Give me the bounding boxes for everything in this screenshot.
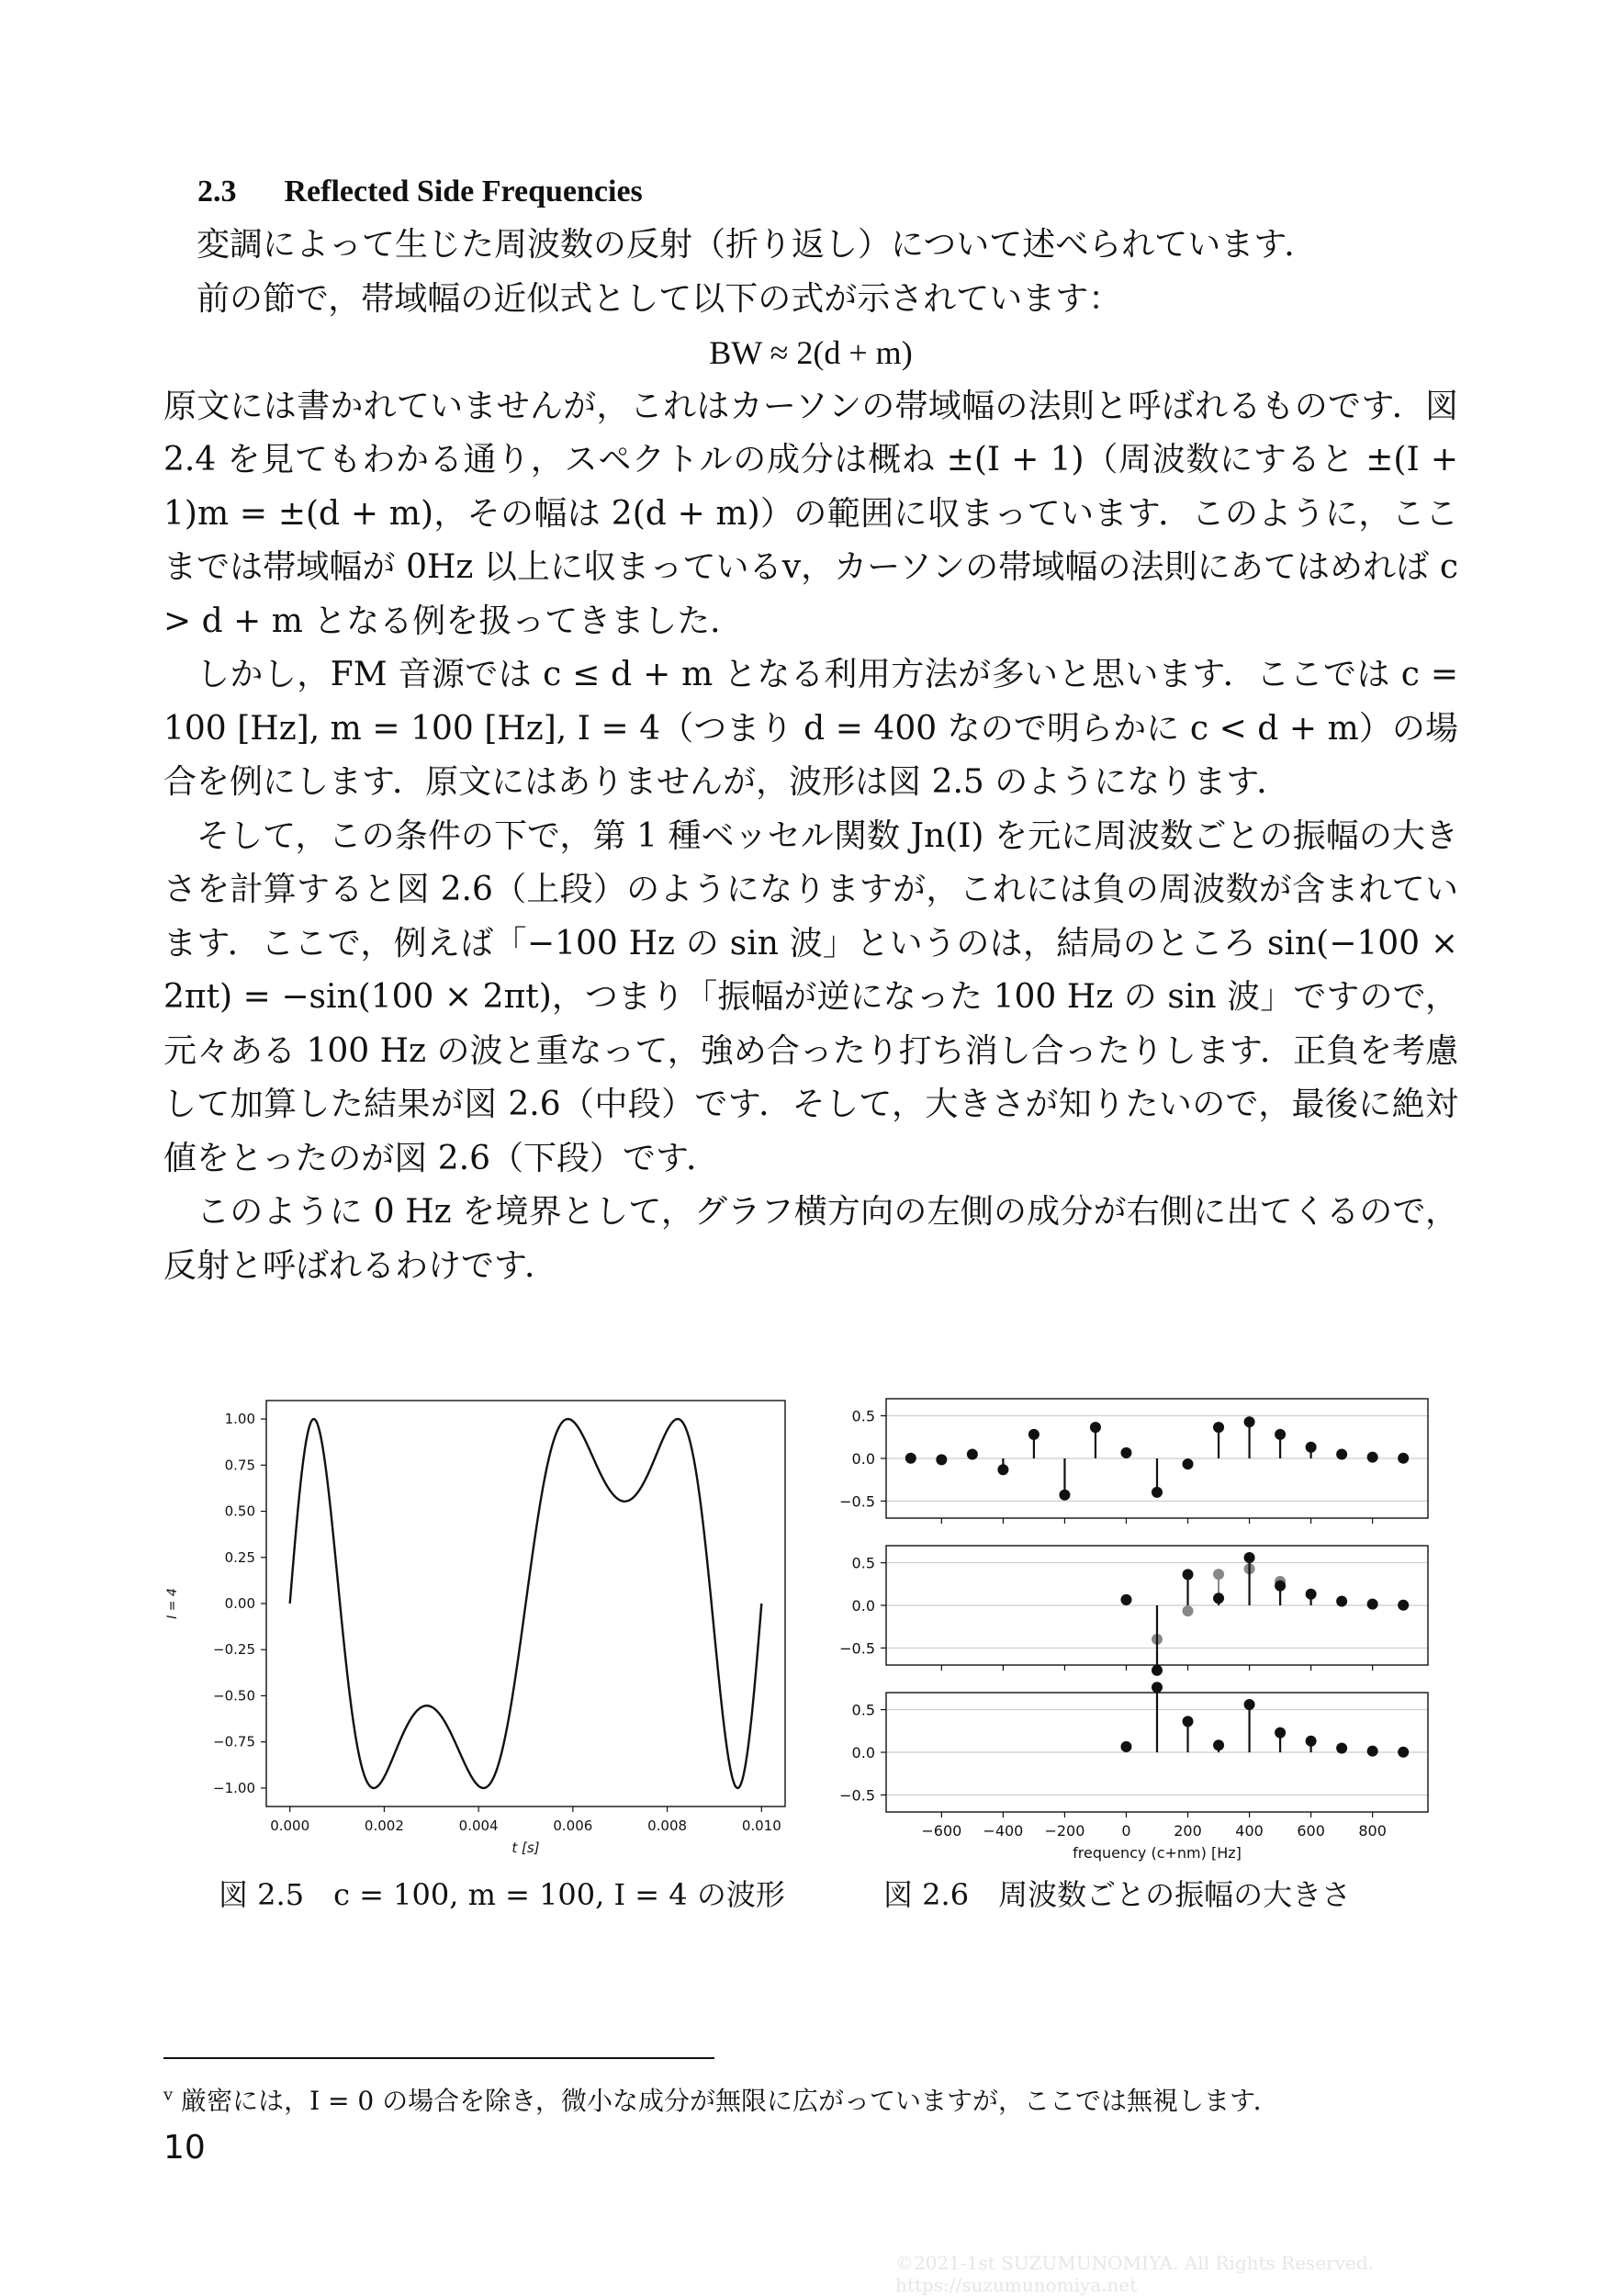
stem-marker	[1275, 1728, 1286, 1739]
y-tick-label: 0.75	[224, 1457, 255, 1474]
stem-marker	[1213, 1593, 1224, 1604]
figure-2-6-caption: 図 2.6 周波数ごとの振幅の大きさ	[883, 1877, 1352, 1912]
paragraph-3: 原文には書かれていませんが，これはカーソンの帯域幅の法則と呼ばれるものです．図 2.4 を見てもわかる通り，スペクトルの成分は概ね ±(I + 1)（周波数にすると ±(I + 1)m = ±(d + m)，その幅は 2(d + m)）の範囲に収まっています．このように，ここまでは帯域幅が 0Hz 以上に収まっているv，カーソンの帯域幅の法則にあてはめれば c > d + m となる例を扱ってきました．	[163, 387, 1458, 640]
y-tick-label: −1.00	[213, 1779, 255, 1796]
paragraph-2: 前の節で，帯域幅の近似式として以下の式が示されています：	[197, 279, 1122, 318]
stem-marker	[1275, 1429, 1286, 1440]
figure-2-5-caption: 図 2.5 c = 100, m = 100, I = 4 の波形	[219, 1877, 785, 1912]
stem-marker	[1275, 1581, 1286, 1592]
x-axis-label: frequency (c+nm) [Hz]	[1073, 1844, 1242, 1862]
stem-marker	[1398, 1453, 1409, 1464]
stem-panel-absolute	[839, 1682, 1428, 1818]
body-text	[163, 219, 1458, 1293]
x-tick-label: −400	[983, 1822, 1024, 1840]
stem-marker	[1120, 1741, 1131, 1752]
footnote-rule	[163, 2057, 714, 2059]
x-tick-label: 0.002	[364, 1818, 404, 1834]
y-tick-label: 0.0	[851, 1744, 875, 1761]
stem-marker	[1367, 1599, 1378, 1610]
x-tick-label: 800	[1358, 1822, 1387, 1840]
stem-marker	[1336, 1448, 1347, 1459]
equation-bandwidth: BW ≈ 2(d + m)	[709, 334, 913, 371]
x-tick-label: 0.008	[647, 1818, 688, 1834]
paragraph-4: しかし，FM 音源では c ≤ d + m となる利用方法が多いと思います．ここでは c = 100 [Hz], m = 100 [Hz], I = 4（つまり d = 400 なので明らかに c < d + m）の場合を例にします．原文にはありませんが，波形は図 2.5 のようになります．	[163, 656, 1458, 801]
x-tick-label: 0	[1121, 1822, 1131, 1840]
stem-marker	[1152, 1665, 1163, 1676]
stem-marker	[1306, 1442, 1317, 1453]
y-tick-label: 0.5	[851, 1701, 875, 1719]
x-tick-label: 0.000	[270, 1818, 310, 1834]
stem-marker	[1336, 1742, 1347, 1753]
stem-marker	[1244, 1699, 1255, 1710]
y-tick-label: 0.50	[224, 1503, 255, 1520]
x-tick-label: 0.006	[553, 1818, 593, 1834]
y-tick-label: 0.5	[851, 1554, 875, 1572]
stem-marker	[1183, 1716, 1194, 1727]
x-tick-label: 0.004	[458, 1818, 499, 1834]
y-tick-label: 0.0	[851, 1450, 875, 1468]
stem-marker	[936, 1454, 947, 1465]
stem-marker	[1367, 1452, 1378, 1463]
stem-marker	[905, 1453, 916, 1464]
y-tick-label: 1.00	[224, 1411, 255, 1428]
figure-2-5-waveform	[156, 1382, 799, 1860]
stem-marker	[1336, 1595, 1347, 1606]
y-tick-label: −0.50	[213, 1687, 255, 1705]
stem-marker	[1183, 1458, 1194, 1469]
stem-marker	[997, 1464, 1008, 1475]
stem-marker	[1398, 1600, 1409, 1611]
section-number: 2.3	[197, 174, 237, 208]
stem-marker	[1306, 1736, 1317, 1747]
stem-marker-original	[1183, 1605, 1194, 1616]
x-tick-label: 0.010	[741, 1818, 781, 1834]
stem-marker	[1306, 1589, 1317, 1600]
stem-marker	[1120, 1447, 1131, 1458]
stem-marker	[1183, 1569, 1194, 1580]
copyright-notice: ©2021-1st SUZUMUNOMIYA. All Rights Reserved. https://suzumunomiya.net	[895, 2252, 1375, 2296]
stem-panel-signed	[839, 1399, 1428, 1524]
stem-marker	[1367, 1746, 1378, 1757]
x-tick-label: 200	[1174, 1822, 1202, 1840]
footnote	[163, 2081, 1279, 2118]
y-tick-label: −0.5	[839, 1786, 875, 1805]
x-axis-label: t [s]	[511, 1840, 540, 1856]
stem-marker	[967, 1448, 978, 1459]
stem-marker	[1059, 1490, 1070, 1501]
stem-marker-original	[1213, 1569, 1224, 1580]
stem-marker	[1244, 1416, 1255, 1427]
y-tick-label: 0.0	[851, 1597, 875, 1615]
paragraph-6: このように 0 Hz を境界として，グラフ横方向の左側の成分が右側に出てくるので，反射と呼ばれるわけです．	[163, 1193, 1458, 1285]
footnote-mark: v	[163, 2085, 174, 2105]
stem-marker	[1398, 1747, 1409, 1758]
stem-marker	[1213, 1739, 1224, 1750]
x-tick-label: −200	[1044, 1822, 1085, 1840]
y-tick-label: 0.00	[224, 1595, 255, 1612]
page-number: 10	[163, 2129, 206, 2167]
stem-marker	[1090, 1422, 1101, 1433]
section-title: Reflected Side Frequencies	[284, 174, 643, 208]
waveform-line	[290, 1419, 762, 1788]
y-tick-label: 0.5	[851, 1407, 875, 1425]
stem-marker	[1120, 1594, 1131, 1605]
stem-marker	[1213, 1422, 1224, 1433]
stem-marker	[1244, 1552, 1255, 1563]
paragraph-1: 変調によって生じた周波数の反射（折り返し）について述べられています．	[197, 226, 1318, 264]
section-heading	[197, 174, 643, 209]
y-tick-label: −0.25	[213, 1641, 255, 1659]
stem-marker	[1152, 1487, 1163, 1498]
y-tick-label: −0.5	[839, 1639, 875, 1658]
y-tick-label: −0.75	[213, 1733, 255, 1750]
stem-marker	[1152, 1682, 1163, 1693]
footnote-text: 厳密には，I = 0 の場合を除き，微小な成分が無限に広がっていますが，ここでは無視します．	[181, 2086, 1279, 2116]
figure-2-6-spectrum	[808, 1382, 1469, 1869]
stem-marker	[1028, 1429, 1039, 1440]
y-tick-label: −0.5	[839, 1492, 875, 1511]
y-tick-label: 0.25	[224, 1548, 255, 1566]
x-tick-label: 400	[1235, 1822, 1264, 1840]
y-axis-label: I = 4	[165, 1588, 180, 1619]
paragraph-5: そして，この条件の下で，第 1 種ベッセル関数 Jn(I) を元に周波数ごとの振幅の大きさを計算すると図 2.6（上段）のようになりますが，これには負の周波数が含まれています．ここで，例えば「−100 Hz の sin 波」というのは，結局のところ sin(−100 × 2πt) = −sin(100 × 2πt)，つまり「振幅が逆になった 100 Hz の sin 波」ですので，元々ある 100 Hz の波と重なって，強め合ったり打ち消し合ったりします．正負を考慮して加算した結果が図 2.6（中段）です．そして，大きさが知りたいので，最後に絶対値をとったのが図 2.6（下段）です．	[163, 816, 1458, 1177]
stem-panel-reflected	[839, 1546, 1428, 1676]
x-tick-label: −600	[921, 1822, 962, 1840]
x-tick-label: 600	[1297, 1822, 1325, 1840]
